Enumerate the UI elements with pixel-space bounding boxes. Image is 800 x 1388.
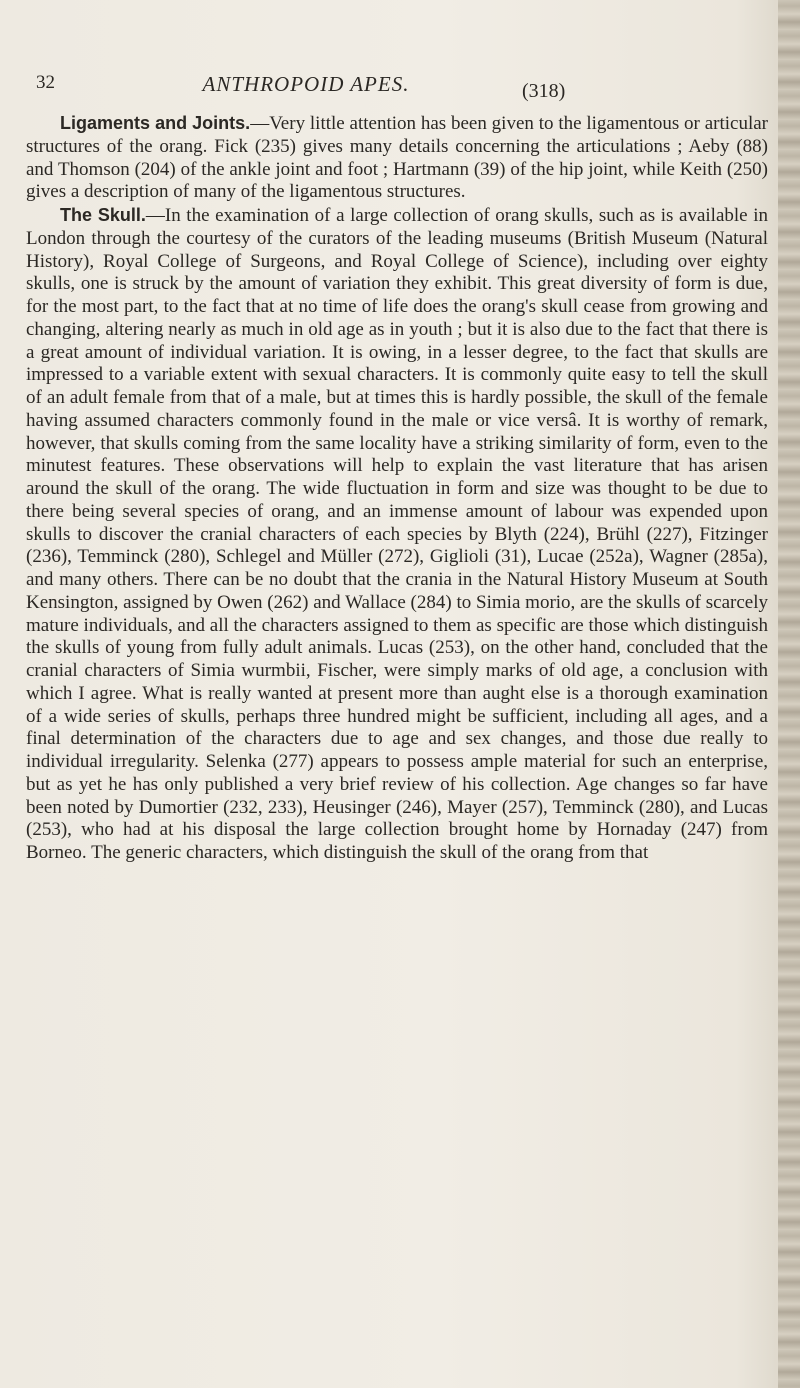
plate-number: (318) [522,80,566,102]
paragraph-skull [26,204,768,865]
page-number: 32 [36,72,55,93]
paragraph-ligaments [26,112,768,204]
page-edge-shadow [778,0,800,1388]
body-text [26,112,768,865]
page-header [36,72,576,104]
section-heading-skull: The Skull. [60,205,146,225]
section-heading-ligaments: Ligaments and Joints. [60,113,251,133]
running-title: ANTHROPOID APES. [202,72,410,96]
paragraph-skull-text: —In the examination of a large collection of orang skulls, such as is available in London through the courtesy of the curators of the leading museums (British Museum (Natural History), Royal College of Surgeons, and Royal College of Science), including over eighty skulls, one is struck by the amount of variation they exhibit. This great diversity of form is due, for the most part, to the fact that at no time of life does the orang's skull cease from growing and changing, altering nearly as much in old age as in youth ; but it is also due to the fact that there is a great amount of individual variation. It is owing, in a lesser degree, to the fact that skulls are impressed to a variable extent with sexual characters. It is commonly quite easy to tell the skull of an adult female from that of a male, but at times this is hardly possible, the skull of the female having assumed characters commonly found in the male or vice versâ. It is worthy of remark, however, that skulls coming from the same locality have a striking similarity of form, even to the minutest features. These observations will help to explain the vast literature that has arisen around the skull of the orang. The wide fluctuation in form and size was thought to be due to there being several species of orang, and an immense amount of labour was expended upon skulls to discover the cranial characters of each species by Blyth (224), Brühl (227), Fitzinger (236), Temminck (280), Schlegel and Müller (272), Giglioli (31), Lucae (252a), Wagner (285a), and many others. There can be no doubt that the crania in the Natural History Museum at South Kensington, assigned by Owen (262) and Wallace (284) to Simia morio, are the skulls of scarcely mature individuals, and all the characters assigned to them as specific are those which distinguish the skulls of young from fully adult animals. Lucas (253), on the other hand, concluded that the cranial characters of Simia wurmbii, Fischer, were simply marks of old age, a conclusion with which I agree. What is really wanted at present more than aught else is a thorough examination of a wide series of skulls, perhaps three hundred might be sufficient, including all ages, and a final determination of the characters due to age and sex changes, and those due really to individual irregularity. Selenka (277) appears to possess ample material for such an enterprise, but as yet he has only published a very brief review of his collection. Age changes so far have been noted by Dumortier (232, 233), Heusinger (246), Mayer (257), Temminck (280), and Lucas (253), who had at his disposal the large collection brought home by Hornaday (247) from Borneo. The generic characters, which distinguish the skull of the orang from that [26,205,768,863]
paragraph-ligaments-text: —Very little attention has been given to the ligamentous or articular structures of the orang. Fick (235) gives many details concerning the articulations ; Aeby (88) and Thomson (204) of the ankle joint and foot ; Hartmann (39) of the hip joint, while Keith (250) gives a description of many of the ligamentous structures. [26,113,769,203]
